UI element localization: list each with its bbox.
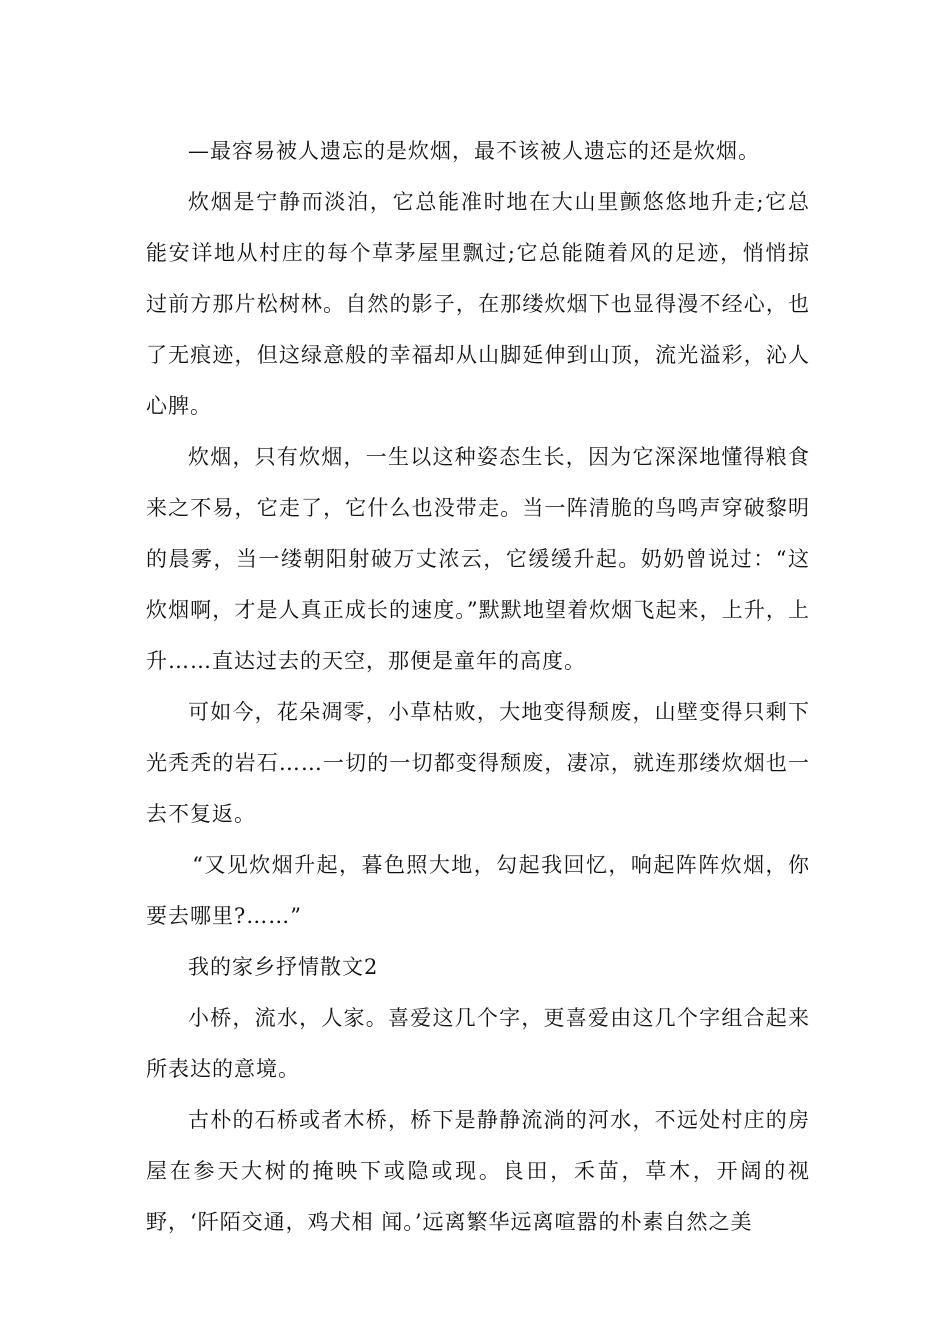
paragraph-smoke-growth: 炊烟，只有炊烟，一生以这种姿态生长，因为它深深地懂得粮食来之不易，它走了，它什么也没带走。当一阵清脆的鸟鸣声穿破黎明的晨雾，当一缕朝阳射破万丈浓云，它缓缓升起。奶奶曾说过：“这炊烟啊，才是人真正成长的速度。”默默地望着炊烟飞起来，上升，上升……直达过去的天空，那便是童年的高度。 <box>146 445 810 673</box>
paragraph-intro: —最容易被人遗忘的是炊烟，最不该被人遗忘的还是炊烟。 <box>188 139 760 163</box>
paragraph-song-quote: “又见炊烟升起，暮色照大地，勾起我回忆，响起阵阵炊烟，你要去哪里?……” <box>146 853 810 928</box>
paragraph-decline: 可如今，花朵凋零，小草枯败，大地变得颓废，山壁变得只剩下光秃秃的岩石……一切的一切都变得颓废，凄凉，就连那缕炊烟也一去不复返。 <box>146 700 810 826</box>
article-body <box>146 126 810 1248</box>
paragraph-smoke-tranquil: 炊烟是宁静而淡泊，它总能准时地在大山里颤悠悠地升走;它总能安详地从村庄的每个草茅屋里飘过;它总能随着风的足迹，悄悄掠过前方那片松树林。自然的影子，在那缕炊烟下也显得漫不经心，也了无痕迹，但这绿意般的幸福却从山脚延伸到山顶，流光溢彩，沁人心脾。 <box>146 190 810 418</box>
paragraph-bridge-water: 小桥，流水，人家。喜爱这几个字，更喜爱由这几个字组合起来所表达的意境。 <box>146 1006 810 1081</box>
paragraph-village-scene: 古朴的石桥或者木桥，桥下是静静流淌的河水，不远处村庄的房屋在参天大树的掩映下或隐或现。良田，禾苗，草木，开阔的视野，‘阡陌交通，鸡犬相 闻。’远离繁华远离喧嚣的朴素自然之美 <box>146 1108 810 1234</box>
section-heading: 我的家乡抒情散文2 <box>188 955 379 979</box>
